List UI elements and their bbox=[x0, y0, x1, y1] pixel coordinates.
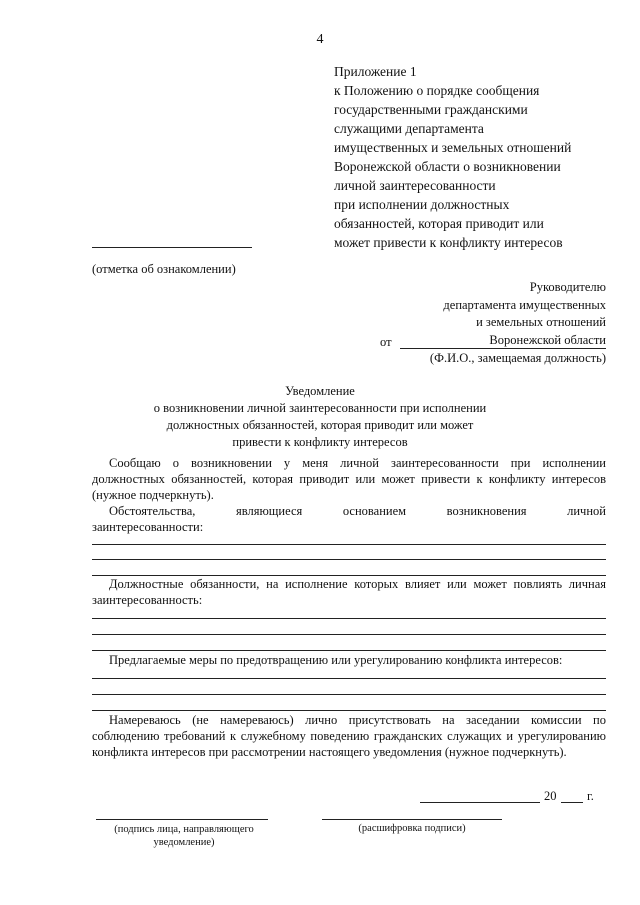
signature-line bbox=[96, 819, 268, 820]
appendix-line: к Положению о порядке сообщения bbox=[334, 83, 540, 98]
addressee-line: Руководителю bbox=[529, 280, 606, 294]
word: возникновения bbox=[446, 504, 527, 518]
addressee-line: и земельных отношений bbox=[476, 315, 606, 329]
title-line: Уведомление bbox=[285, 384, 355, 398]
blank-line bbox=[92, 678, 606, 679]
acknowledgment-label: (отметка об ознакомлении) bbox=[92, 262, 236, 276]
title-line: привести к конфликту интересов bbox=[232, 435, 408, 449]
blank-line bbox=[92, 618, 606, 619]
acknowledgment-line bbox=[92, 247, 252, 248]
date-year-line bbox=[561, 802, 583, 803]
appendix-line: личной заинтересованности bbox=[334, 178, 496, 193]
addressee-line: департамента имущественных bbox=[443, 297, 606, 312]
notice-title bbox=[0, 383, 640, 451]
date-year-suffix: г. bbox=[587, 789, 594, 803]
signature-decode-label: (расшифровка подписи) bbox=[358, 823, 466, 834]
date-year-prefix: 20 bbox=[544, 789, 557, 803]
appendix-line: при исполнении должностных bbox=[334, 197, 510, 212]
word: Обстоятельства, bbox=[109, 504, 196, 518]
page-number: 4 bbox=[316, 32, 324, 47]
circumstances-tail: заинтересованности: bbox=[92, 520, 204, 534]
appendix-line: может привести к конфликту интересов bbox=[334, 235, 563, 250]
date-day-line bbox=[420, 802, 540, 803]
appendix-line: государственными гражданскими bbox=[334, 102, 528, 117]
fio-label: (Ф.И.О., замещаемая должность) bbox=[429, 351, 606, 365]
signature-label bbox=[96, 823, 272, 849]
title-line: должностных обязанностей, которая приводит или может bbox=[166, 418, 474, 432]
appendix-line: Приложение 1 bbox=[334, 64, 417, 79]
word: личной bbox=[567, 504, 606, 518]
appendix-line: Воронежской области о возникновении bbox=[334, 159, 561, 174]
from-field bbox=[380, 333, 606, 353]
appendix-line: имущественных и земельных отношений bbox=[334, 140, 572, 155]
blank-line bbox=[92, 559, 606, 560]
paragraph-measures: Предлагаемые меры по предотвращению или урегулированию конфликта интересов: bbox=[109, 653, 563, 667]
from-label: от bbox=[380, 335, 392, 349]
date-field bbox=[406, 787, 606, 807]
paragraph-report: Сообщаю о возникновении у меня личной заинтересованности при исполнении должностных обязанностей, которая приводит или может привести к конфликту интересов (нужное подчеркнуть). bbox=[92, 456, 606, 502]
paragraph-circumstances bbox=[92, 503, 606, 535]
paragraph-intention: Намереваюсь (не намереваюсь) лично присутствовать на заседании комиссии по соблюдению требований к служебному поведению гражданских служащих и урегулированию конфликта интересов при рассмотрении настоящего уведомления (нужное подчеркнуть). bbox=[92, 713, 606, 759]
title-line: о возникновении личной заинтересованности при исполнении bbox=[153, 401, 487, 415]
blank-line bbox=[92, 694, 606, 695]
word: основанием bbox=[342, 504, 407, 518]
paragraph-duties: Должностные обязанности, на исполнение которых влияет или может повлиять личная заинтересованность: bbox=[92, 577, 606, 607]
signature-label-line: уведомление) bbox=[153, 837, 215, 848]
circumstances-line bbox=[92, 503, 606, 519]
blank-line bbox=[92, 634, 606, 635]
from-line bbox=[400, 348, 606, 349]
appendix-line: служащими департамента bbox=[334, 121, 484, 136]
blank-line bbox=[92, 650, 606, 651]
signature-decode-line bbox=[322, 819, 502, 820]
blank-line bbox=[92, 544, 606, 545]
blank-line bbox=[92, 710, 606, 711]
signature-label-line: (подпись лица, направляющего bbox=[114, 824, 254, 835]
addressee-line: Воронежской области bbox=[489, 332, 606, 347]
word: являющиеся bbox=[235, 504, 303, 518]
appendix-header bbox=[334, 62, 629, 252]
appendix-line: обязанностей, которая приводит или bbox=[334, 216, 544, 231]
